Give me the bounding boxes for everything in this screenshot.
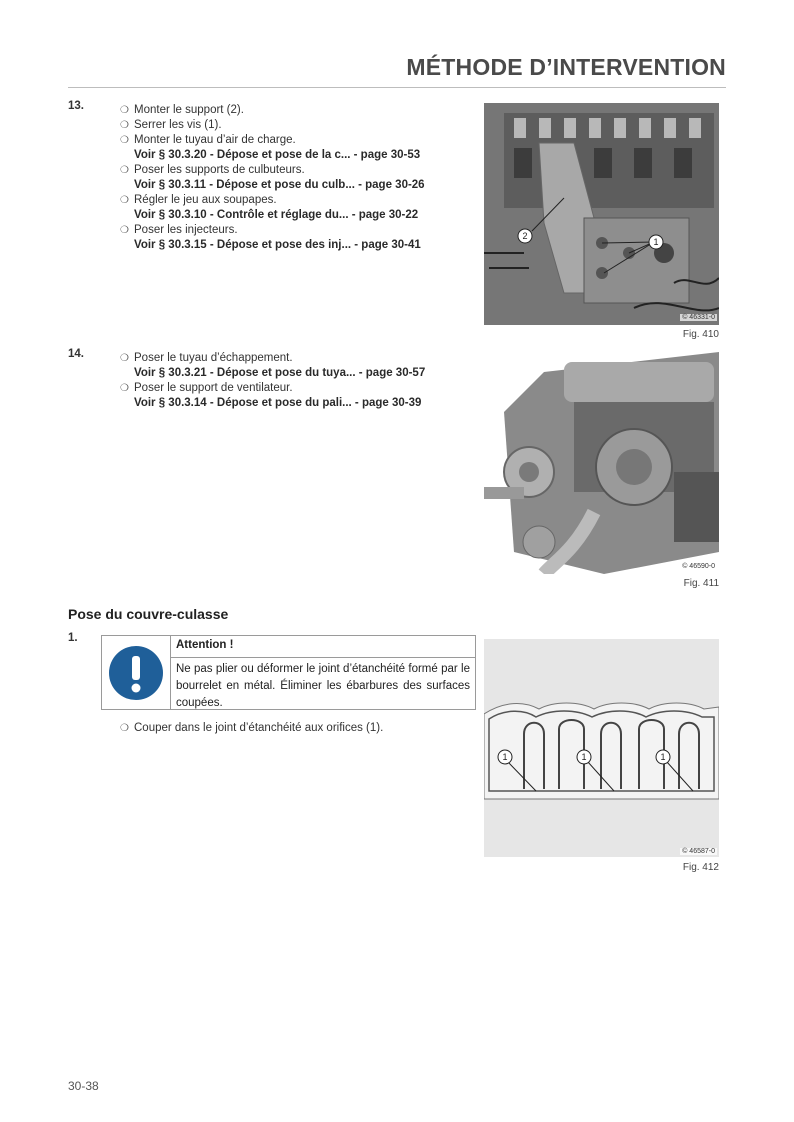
figure-caption: Fig. 412 (682, 862, 719, 873)
bullet-icon: ❍ (120, 353, 129, 364)
step-13-instructions (120, 103, 470, 253)
figure-code: © 46590-0 (682, 563, 715, 570)
figure-code: © 46587-0 (682, 848, 715, 855)
step-number-13: 13. (68, 100, 84, 112)
warning-text-cell (171, 636, 475, 709)
callout-label: 1 (581, 752, 587, 762)
gasket-illustration (484, 639, 719, 857)
instruction-text: Couper dans le joint d’étanchéité aux orifices (1). (134, 722, 384, 734)
instruction-item (120, 118, 470, 133)
instruction-text: Poser les supports de culbuteurs. (134, 164, 305, 176)
figure-410-engine-head (484, 103, 719, 325)
callout-label: 1 (653, 237, 659, 247)
callout-label: 1 (660, 752, 666, 762)
warning-body: Ne pas plier ou déformer le joint d’étanchéité formé par le bourrelet en métal. Éliminer les ébarbures des surfaces coupées. (176, 663, 470, 709)
step-14-instructions (120, 351, 470, 411)
warning-icon-cell (102, 636, 171, 709)
callout-label: 2 (522, 231, 528, 241)
callout-label: 1 (502, 752, 508, 762)
figure-code: © 46331-0 (682, 314, 715, 321)
figure-caption: Fig. 411 (683, 578, 719, 589)
mandatory-exclamation-icon (108, 645, 164, 701)
warning-box (101, 635, 476, 710)
engine-head-illustration (484, 103, 719, 325)
instruction-text: Monter le support (2). (134, 104, 244, 116)
header-divider (68, 87, 726, 88)
instruction-item (120, 351, 470, 366)
instruction-item (120, 193, 470, 208)
instruction-text: Poser le tuyau d’échappement. (134, 352, 293, 364)
figure-412-gasket (484, 639, 719, 857)
section-step-number: 1. (68, 632, 78, 644)
figure-411-turbocharger (484, 352, 719, 574)
bullet-icon: ❍ (120, 120, 129, 131)
bullet-icon: ❍ (120, 723, 129, 734)
bullet-icon: ❍ (120, 225, 129, 236)
warning-title: Attention ! (171, 636, 475, 658)
instruction-text: Poser le support de ventilateur. (134, 382, 293, 394)
instruction-item (120, 223, 470, 238)
bullet-icon: ❍ (120, 383, 129, 394)
cross-reference-link[interactable]: Voir § 30.3.21 - Dépose et pose du tuya... - page 30-57 (134, 367, 426, 379)
turbocharger-illustration (484, 352, 719, 574)
section-title: Pose du couvre-culasse (68, 606, 229, 622)
cross-reference-link[interactable]: Voir § 30.3.20 - Dépose et pose de la c... - page 30-53 (134, 149, 421, 161)
step-number-14: 14. (68, 348, 84, 360)
instruction-text: Régler le jeu aux soupapes. (134, 194, 277, 206)
cross-reference-link[interactable]: Voir § 30.3.14 - Dépose et pose du pali... - page 30-39 (134, 397, 422, 409)
instruction-item (120, 163, 470, 178)
instruction-text: Serrer les vis (1). (134, 119, 222, 131)
cross-reference-link[interactable]: Voir § 30.3.11 - Dépose et pose du culb... - page 30-26 (134, 179, 425, 191)
instruction-text: Monter le tuyau d’air de charge. (134, 134, 296, 146)
cross-reference-link[interactable]: Voir § 30.3.15 - Dépose et pose des inj... - page 30-41 (134, 239, 421, 251)
bullet-icon: ❍ (120, 135, 129, 146)
page-header-title: MÉTHODE D’INTERVENTION (406, 54, 726, 80)
section-instructions (120, 721, 470, 736)
cross-reference-link[interactable]: Voir § 30.3.10 - Contrôle et réglage du... - page 30-22 (134, 209, 419, 221)
bullet-icon: ❍ (120, 105, 129, 116)
bullet-icon: ❍ (120, 165, 129, 176)
figure-caption: Fig. 410 (682, 329, 719, 340)
instruction-item (120, 721, 470, 736)
instruction-item (120, 381, 470, 396)
page-number: 30-38 (68, 1079, 99, 1093)
bullet-icon: ❍ (120, 195, 129, 206)
instruction-item (120, 103, 470, 118)
instruction-text: Poser les injecteurs. (134, 224, 238, 236)
instruction-item (120, 133, 470, 148)
